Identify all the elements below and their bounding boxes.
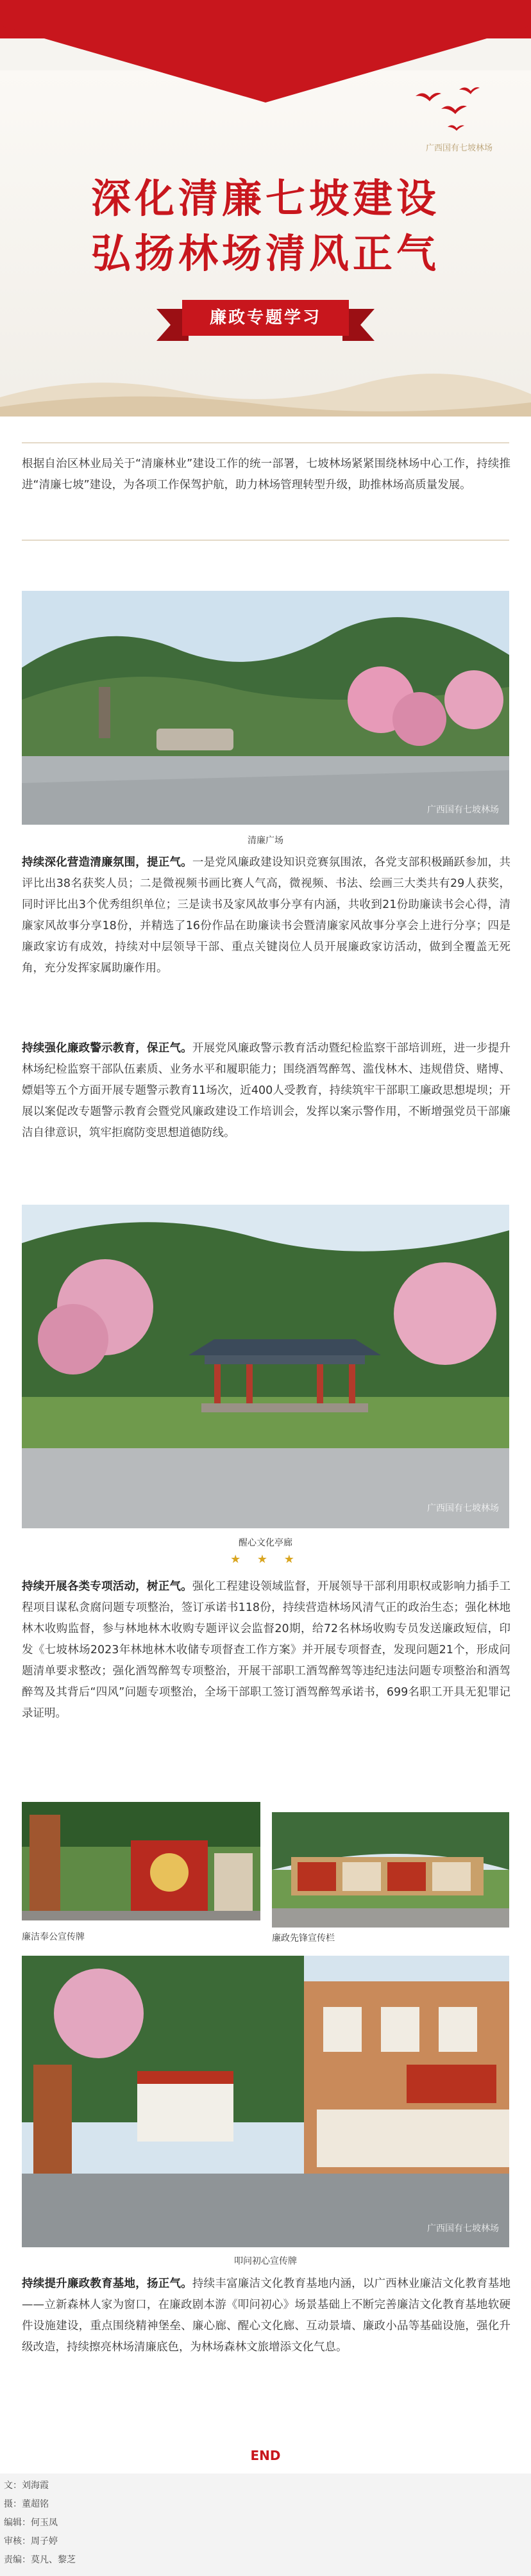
photo-pioneer-board	[272, 1812, 509, 1928]
ribbon-label: 廉政专题学习	[182, 300, 349, 336]
stars-decoration: ★ ★ ★	[230, 1553, 301, 1566]
photo-watermark: 广西国有七坡林场	[427, 2224, 499, 2234]
section-body: 持续丰富廉洁文化教育基地内涵，以广西林业廉洁文化教育基地——立新森林人家为窗口，在廉政剧本游《叩问初心》场景基础上不断完善廉洁文化教育基地软硬件设施建设，重点围绕精神堡垒、廉心廊、醒心文化廊、互动景墙、廉政小品等基础设施，强化升级改造，持续擦亮林场清廉底色，为林场森林文旅增添文化气息。	[22, 2277, 511, 2354]
photo-watermark: 广西国有七坡林场	[427, 805, 499, 815]
credits-block	[0, 2473, 531, 2576]
credit-reviewer: 审核：周子婷	[4, 2536, 58, 2547]
end-marker: END	[250, 2448, 281, 2463]
section-lead: 持续开展各类专项活动，树正气。	[22, 1580, 192, 1593]
section-paragraph	[22, 1576, 510, 1724]
photo-clean-square	[22, 591, 509, 825]
hero-title-line2: 弘扬林场清风正气	[90, 230, 440, 277]
section-body: 开展党风廉政警示教育活动暨纪检监察干部培训班，进一步提升林场纪检监察干部队伍素质、业务水平和履职能力；围绕酒驾醉驾、滥伐林木、违规借贷、赌博、嫖娼等五个方面开展专题警示教育11场次，近400人受教育，持续筑牢干部职工廉政思想堤坝；开展以案促改专题警示教育会暨党风廉政建设工作培训会，发挥以案示警作用，不断增强党员干部廉洁自律意识，筑牢拒腐防变思想道德防线。	[22, 1042, 511, 1139]
photo-integrity-sign	[22, 1802, 260, 1920]
hero-title-line1: 深化清廉七坡建设	[90, 175, 440, 222]
intro-paragraph: 根据自治区林业局关于“清廉林业”建设工作的统一部署，七坡林场紧紧围绕林场中心工作，持续推进“清廉七坡”建设，为各项工作保驾护航，助力林场管理转型升级，助推林场高质量发展。	[22, 458, 510, 491]
birds-icon	[409, 77, 486, 141]
section-paragraph	[22, 1038, 510, 1144]
photo-caption: 醒心文化亭廊	[239, 1538, 292, 1548]
credit-chief-editor: 责编：莫凡、黎芝	[4, 2555, 76, 2565]
section-body: 强化工程建设领域监督，开展领导干部利用职权或影响力插手工程项目谋私贪腐问题专项整治，签订承诺书118份，持续营造林场风清气正的政治生态；强化林地林木收购监督，参与林地林木收购专题评议会监督20期，给72名林场收购专员发送廉政短信，印发《七坡林场2023年林地林木收储专项督查工作方案》并开展专项督查，发现问题21个，形成问题清单要求整改；强化酒驾醉驾专项整治，开展干部职工酒驾醉驾等违纪违法问题专项整治和酒驾醉驾及其背后“四风”问题专项整治，全场干部职工签订酒驾醉驾承诺书，699名职工开具无犯罪记录证明。	[22, 1580, 511, 1720]
photo-pavilion	[22, 1205, 509, 1528]
section-paragraph	[22, 2274, 510, 2358]
divider	[22, 442, 509, 443]
topic-ribbon	[156, 300, 375, 342]
section-lead: 持续强化廉政警示教育，保正气。	[22, 1042, 192, 1055]
credit-editor: 编辑：何玉凤	[4, 2518, 58, 2528]
hero-banner	[0, 0, 531, 417]
hills-decoration	[0, 359, 531, 417]
section-body: 一是党风廉政建设知识竞赛氛围浓，各党支部积极踊跃参加，共评比出38名获奖人员；二是微视频书画比赛人气高，微视频、书法、绘画三大类共有29人获奖，同时评比出3个优秀组织单位；三是读书及家风故事分享有内涵，共收到21份助廉读书会心得，清廉家风故事分享18份，并精选了16份作品在助廉读书会暨清廉家风故事分享会上进行分享；四是廉政家访有成效，持续对中层领导干部、重点关键岗位人员开展廉政家访活动，做到全覆盖无死角，充分发挥家属助廉作用。	[22, 856, 511, 975]
section-lead: 持续深化营造清廉氛围，提正气。	[22, 856, 192, 869]
credit-photographer: 摄：董超铭	[4, 2499, 49, 2509]
section-paragraph	[22, 852, 510, 979]
hero-logo-text: 广西国有七坡林场	[425, 144, 493, 153]
photo-caption: 廉洁奉公宣传牌	[22, 1932, 85, 1942]
photo-caption: 廉政先锋宣传栏	[272, 1933, 335, 1944]
photo-watermark: 广西国有七坡林场	[427, 1503, 499, 1514]
photo-inquiry-sign	[22, 1956, 509, 2247]
credit-author: 文：刘海霞	[4, 2481, 49, 2491]
photo-caption: 清廉广场	[248, 836, 283, 846]
divider	[22, 540, 509, 541]
section-lead: 持续提升廉政教育基地，扬正气。	[22, 2277, 192, 2290]
photo-caption: 叩问初心宣传牌	[234, 2256, 297, 2266]
